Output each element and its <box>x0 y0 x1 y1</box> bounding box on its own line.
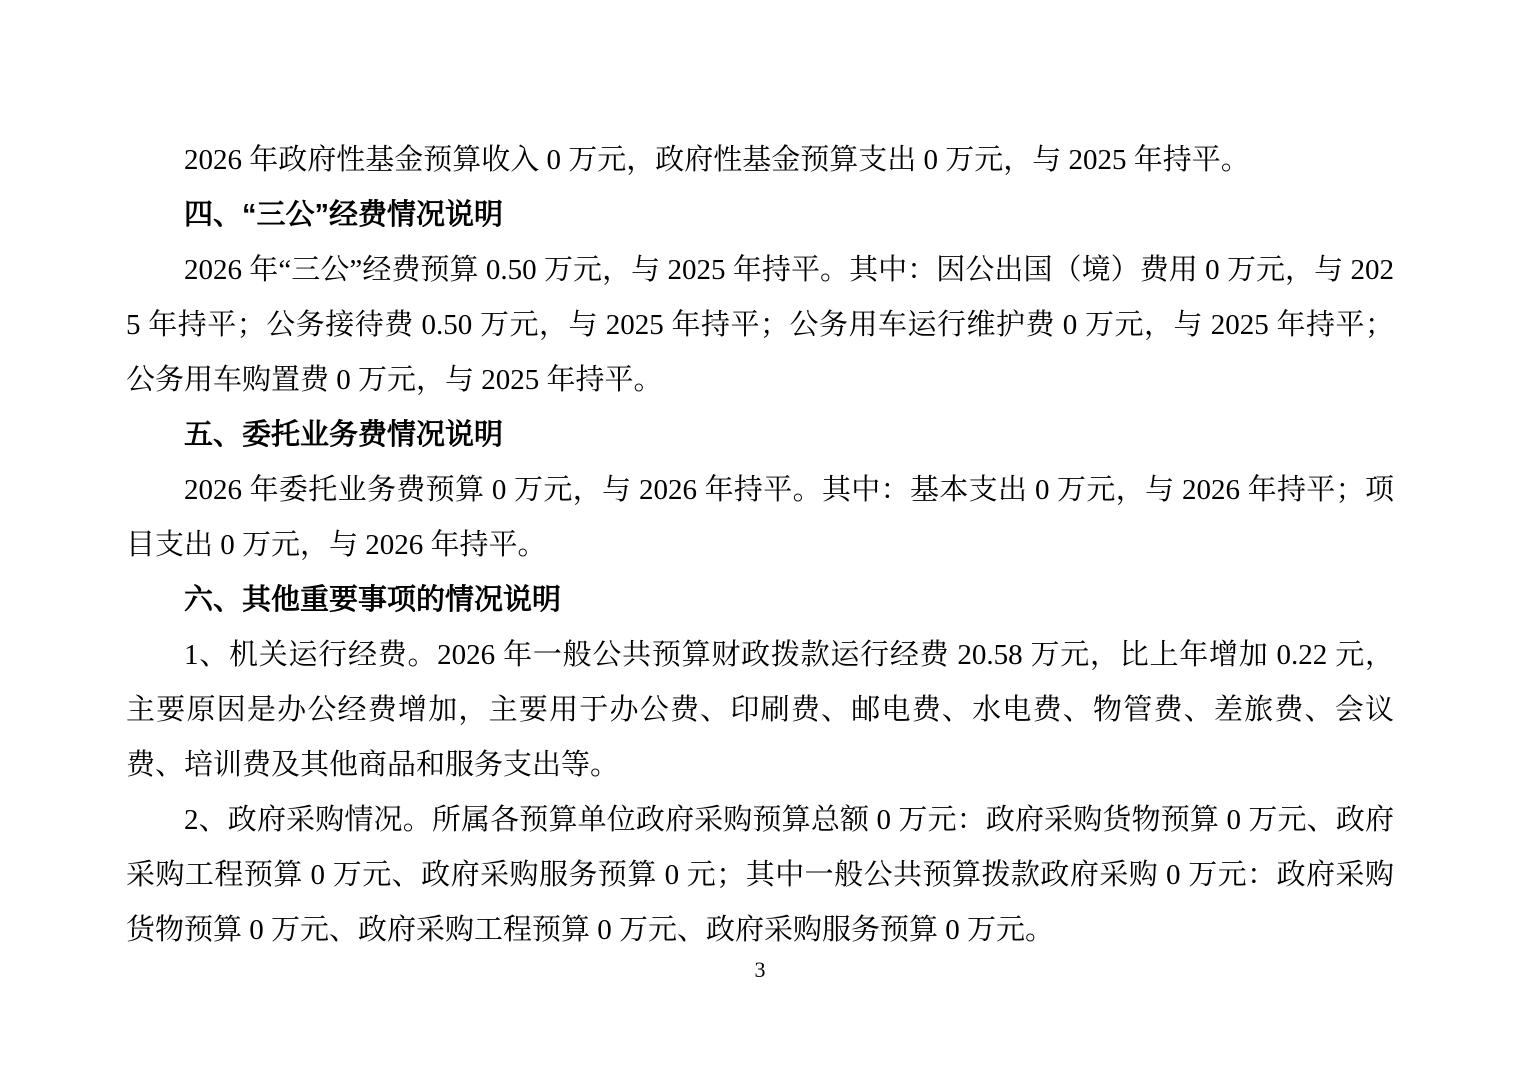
page-number: 3 <box>754 957 766 982</box>
para-three-public-expenses: 2026 年“三公”经费预算 0.50 万元，与 2025 年持平。其中：因公出国（境）费用 0 万元，与 2025 年持平；公务接待费 0.50 万元，与 2025 年持平；公务用车运行维护费 0 万元，与 2025 年持平；公务用车购置费 0 万元，与 2025 年持平。 <box>126 254 1394 396</box>
para-agency-operating-expenses: 1、机关运行经费。2026 年一般公共预算财政拨款运行经费 20.58 万元，比上年增加 0.22 元，主要原因是办公经费增加，主要用于办公费、印刷费、邮电费、水电费、物管费、差旅费、会议费、培训费及其他商品和服务支出等。 <box>126 639 1394 781</box>
heading-three-public-expenses: 四、“三公”经费情况说明 <box>184 199 504 231</box>
para-government-fund-budget: 2026 年政府性基金预算收入 0 万元，政府性基金预算支出 0 万元，与 2025 年持平。 <box>184 144 1250 176</box>
document-body <box>126 133 1394 958</box>
heading-other-important-matters: 六、其他重要事项的情况说明 <box>184 584 562 616</box>
para-entrusted-business-fee: 2026 年委托业务费预算 0 万元，与 2026 年持平。其中：基本支出 0 万元，与 2026 年持平；项目支出 0 万元，与 2026 年持平。 <box>126 474 1394 561</box>
heading-entrusted-business-fee: 五、委托业务费情况说明 <box>184 419 504 451</box>
para-government-procurement: 2、政府采购情况。所属各预算单位政府采购预算总额 0 万元：政府采购货物预算 0 万元、政府采购工程预算 0 万元、政府采购服务预算 0 元；其中一般公共预算拨款政府采购 0 万元：政府采购货物预算 0 万元、政府采购工程预算 0 万元、政府采购服务预算 0 万元。 <box>126 804 1394 946</box>
